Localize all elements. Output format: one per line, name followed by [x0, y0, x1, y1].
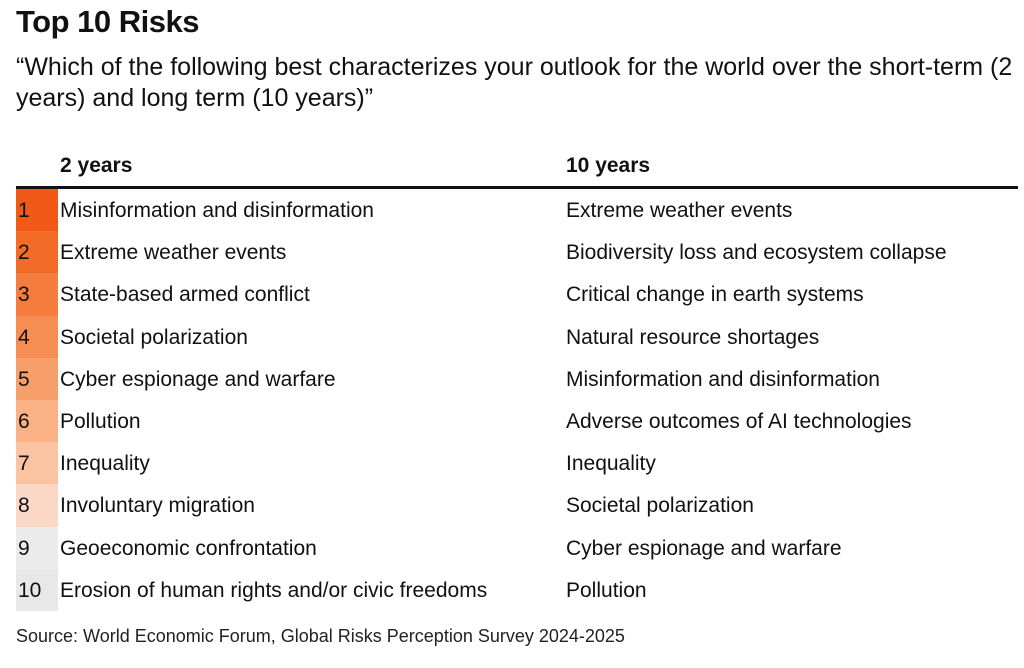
risk-10-years-cell: Inequality	[566, 452, 656, 476]
risk-10-years-cell: Societal polarization	[566, 494, 754, 518]
table-row	[16, 484, 1018, 526]
table-row	[16, 442, 1018, 484]
chart-title: Top 10 Risks	[16, 4, 199, 39]
column-header-2-years: 2 years	[60, 154, 133, 177]
table-row	[16, 189, 1018, 231]
risk-2-years-cell: Geoeconomic confrontation	[60, 536, 317, 560]
risk-10-years-cell: Critical change in earth systems	[566, 283, 864, 307]
rank-cell: 9	[16, 527, 58, 569]
source-note: Source: World Economic Forum, Global Risks Perception Survey 2024-2025	[16, 626, 625, 646]
risk-2-years-cell: Societal polarization	[60, 325, 248, 349]
rank-cell: 3	[16, 273, 58, 315]
rank-cell: 5	[16, 358, 58, 400]
rank-cell: 8	[16, 484, 58, 526]
risk-10-years-cell: Misinformation and disinformation	[566, 367, 880, 391]
column-header-10-years: 10 years	[566, 154, 651, 177]
risk-10-years-cell: Cyber espionage and warfare	[566, 536, 842, 560]
rank-cell: 2	[16, 231, 58, 273]
risk-2-years-cell: Involuntary migration	[60, 494, 255, 518]
risk-10-years-cell: Extreme weather events	[566, 199, 793, 222]
rank-cell: 7	[16, 442, 58, 484]
risk-2-years-cell: Pollution	[60, 409, 141, 433]
risk-10-years-cell: Adverse outcomes of AI technologies	[566, 409, 912, 433]
table-row	[16, 316, 1018, 358]
table-row	[16, 569, 1018, 611]
risk-2-years-cell: Extreme weather events	[60, 241, 287, 265]
rank-cell: 6	[16, 400, 58, 442]
chart-subtitle: “Which of the following best characterizes your outlook for the world over the short-term (2 years) and long term (10 years)”	[16, 53, 1013, 112]
risk-2-years-cell: Erosion of human rights and/or civic freedoms	[60, 578, 488, 602]
table-body	[16, 189, 1018, 611]
rank-cell: 1	[16, 189, 58, 231]
table-row	[16, 400, 1018, 442]
table-header	[16, 150, 1018, 186]
rank-cell: 4	[16, 316, 58, 358]
risk-2-years-cell: State-based armed conflict	[60, 283, 310, 307]
table-row	[16, 527, 1018, 569]
table-row	[16, 273, 1018, 315]
risk-2-years-cell: Inequality	[60, 452, 150, 476]
table-row	[16, 231, 1018, 273]
risk-10-years-cell: Natural resource shortages	[566, 325, 820, 349]
risk-2-years-cell: Cyber espionage and warfare	[60, 367, 336, 391]
risk-10-years-cell: Pollution	[566, 578, 647, 602]
risk-2-years-cell: Misinformation and disinformation	[60, 199, 374, 222]
table-row	[16, 358, 1018, 400]
rank-cell: 10	[16, 569, 58, 611]
risk-10-years-cell: Biodiversity loss and ecosystem collapse	[566, 241, 947, 265]
